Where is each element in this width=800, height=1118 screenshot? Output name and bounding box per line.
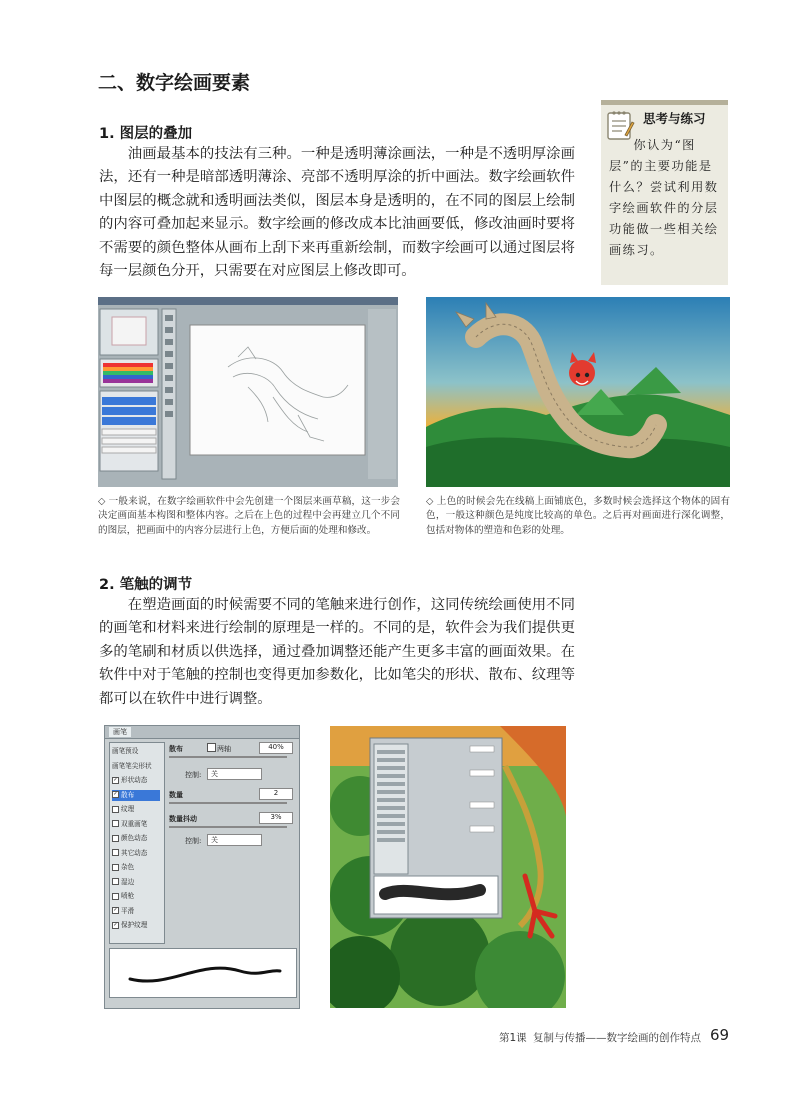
brush-option-item[interactable]: [112, 761, 160, 772]
brush-option-label: 散布: [121, 790, 135, 799]
brush-option-checkbox[interactable]: ✓: [113, 776, 118, 783]
brush-option-checkbox[interactable]: ✓: [113, 921, 118, 928]
brush-option-item[interactable]: [112, 891, 160, 902]
paragraph-layers: 油画最基本的技法有三种。一种是透明薄涂画法，一种是不透明厚涂画法，还有一种是暗部透明薄涂、亮部不透明厚涂的折中画法。数字绘画软件中图层的概念就和透明画法类似，图层本身是透明的，在不同的图层上绘制的内容可叠加起来显示。数字绘画的修改成本比油画要低，修改油画时要将不需要的颜色整体从画布上刮下来再重新绘制，而数字绘画可以通过图层将每一层颜色分开，只需要在对应图层上修改即可。: [99, 146, 575, 280]
brush-option-item[interactable]: [112, 920, 160, 931]
brush-option-item[interactable]: [112, 790, 160, 801]
brush-option-label: 纹理: [121, 805, 135, 813]
brush-option-checkbox[interactable]: [112, 864, 119, 871]
page-number: 69: [710, 1026, 730, 1044]
brush-option-checkbox[interactable]: [112, 849, 119, 856]
brush-option-label: 杂色: [121, 863, 135, 871]
brush-option-checkbox[interactable]: [112, 893, 119, 900]
brush-option-list: [109, 742, 165, 944]
brush-option-label: 保护纹理: [121, 921, 148, 929]
footer-title: 复制与传播——数字绘画的创作特点: [533, 1032, 701, 1044]
brush-option-item[interactable]: [112, 906, 160, 917]
brush-option-label: 湿边: [121, 877, 135, 886]
brush-option-item[interactable]: [112, 804, 160, 815]
sidebar-title: 思考与练习: [643, 111, 706, 126]
scatter-value-input[interactable]: 40%: [259, 742, 293, 754]
brush-option-item[interactable]: [112, 848, 160, 859]
count-slider[interactable]: [169, 802, 287, 804]
brush-option-label: 双重画笔: [121, 819, 148, 828]
brush-option-label: 平滑: [121, 906, 135, 915]
brush-option-label: 喷枪: [121, 892, 135, 900]
brush-option-item[interactable]: [112, 775, 160, 786]
tab-brush[interactable]: 画笔: [109, 727, 131, 737]
brush-option-item[interactable]: [112, 833, 160, 844]
sidebar-body: 你认为“图层”的主要功能是什么？尝试利用数字绘画软件的分层功能做一些相关绘画练习。: [609, 138, 719, 257]
brush-option-label: 画笔预设: [112, 747, 139, 755]
control-label: 控制:: [185, 771, 202, 779]
brush-option-checkbox[interactable]: [112, 806, 119, 813]
brush-option-item[interactable]: [112, 746, 160, 757]
think-practice-box: [601, 100, 728, 285]
brush-option-item[interactable]: [112, 862, 160, 873]
brush-settings-panel: [104, 725, 300, 1009]
brush-option-item[interactable]: [112, 877, 160, 888]
brush-option-checkbox[interactable]: [112, 878, 119, 885]
count-jitter-label: 数量抖动: [169, 815, 197, 823]
count-value-input[interactable]: 2: [259, 788, 293, 800]
brush-option-label: 画笔笔尖形状: [112, 761, 152, 770]
section-title: 二、数字绘画要素: [98, 72, 251, 94]
scatter-label: 散布: [169, 745, 183, 753]
count-label: 数量: [169, 791, 183, 799]
screenshot-sketch-layers: [98, 297, 398, 487]
both-axes-checkbox[interactable]: [207, 743, 216, 752]
scatter-slider[interactable]: [169, 756, 287, 758]
subsection-title-brush: 2. 笔触的调节: [99, 577, 193, 593]
colored-dragon-illustration: [426, 297, 730, 487]
control2-label: 控制:: [185, 837, 202, 845]
paragraph-brush: 在塑造画面的时候需要不同的笔触来进行创作，这同传统绘画使用不同的画笔和材料来进行绘制的原理是一样的。不同的是，软件会为我们提供更多的笔刷和材质以供选择，通过叠加调整还能产生更多丰富的画面效果。在软件中对于笔触的控制也变得更加参数化，比如笔尖的形状、散布、纹理等都可以在软件中进行调整。: [99, 597, 575, 707]
footer-lesson: 第1课: [499, 1032, 527, 1044]
count-jitter-slider[interactable]: [169, 826, 287, 828]
brush-panel-over-painting: [330, 726, 566, 1008]
control2-select[interactable]: 关: [207, 834, 262, 846]
brush-stroke-preview: [109, 948, 297, 998]
caption-right: ◇ 上色的时候会先在线稿上面铺底色，多数时候会选择这个物体的固有色，一般这种颜色是纯度比较高的单色。之后再对画面进行深化调整，包括对物体的塑造和色彩的处理。: [426, 496, 730, 536]
panel-header: [105, 726, 299, 739]
brush-option-item[interactable]: [112, 819, 160, 830]
brush-option-checkbox[interactable]: ✓: [113, 791, 118, 797]
brush-option-label: 其它动态: [121, 848, 148, 857]
subsection-title-layers: 1. 图层的叠加: [99, 126, 193, 142]
count-jitter-input[interactable]: 3%: [259, 812, 293, 824]
brush-option-checkbox[interactable]: ✓: [113, 907, 118, 913]
caption-left: ◇ 一般来说，在数字绘画软件中会先创建一个图层来画草稿，这一步会决定画面基本构图和整体内容。之后在上色的过程中会再建立几个不同的图层，把画面中的内容分层进行上色，方便后面的处理和修改。: [98, 496, 400, 536]
brush-option-checkbox[interactable]: [112, 820, 119, 827]
brush-option-checkbox[interactable]: [112, 835, 119, 842]
brush-option-label: 颜色动态: [121, 834, 148, 842]
control-select[interactable]: 关: [207, 768, 262, 780]
both-axes-label: 两轴: [217, 745, 231, 753]
brush-option-label: 形状动态: [121, 776, 148, 784]
